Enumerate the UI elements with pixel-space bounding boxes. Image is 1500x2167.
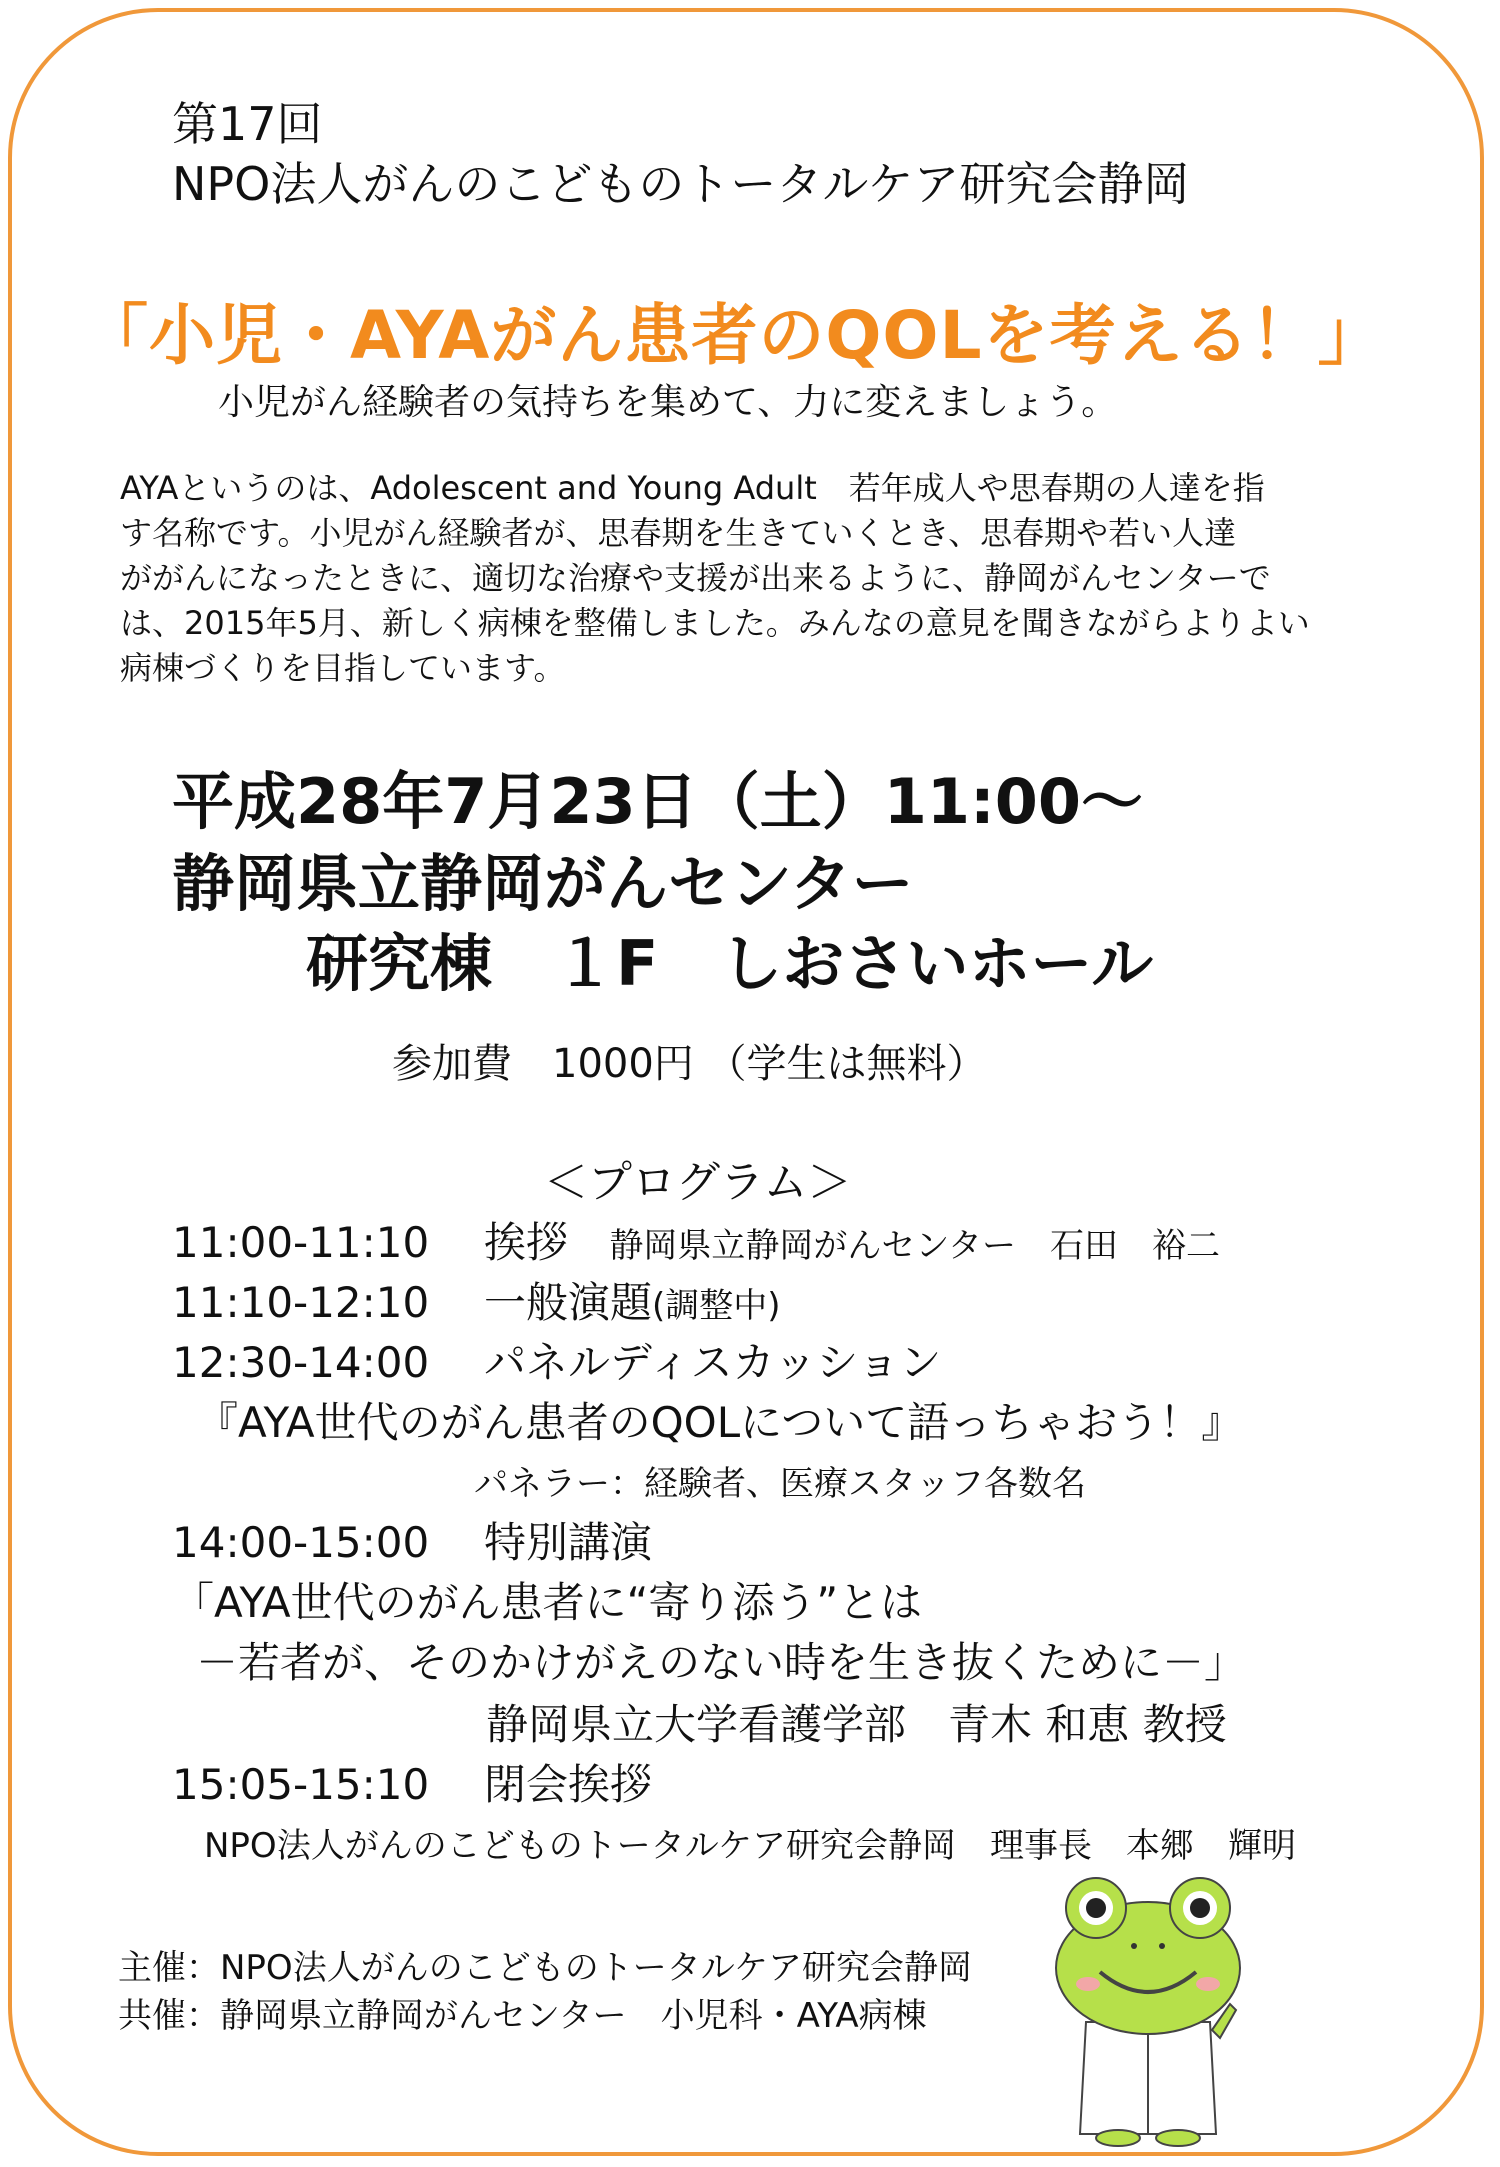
description-line: は、2015年5月、新しく病棟を整備しました。みんなの意見を聞きながらよりよい — [120, 604, 1310, 642]
program-note: (調整中) — [652, 1286, 781, 1326]
panel-note: パネラー：経験者、医療スタッフ各数名 — [474, 1464, 1086, 1504]
program-time: 14:00-15:00 — [172, 1518, 430, 1567]
program-title: 一般演題 — [484, 1278, 653, 1327]
panel-discussion-title: 『AYA世代のがん患者のQOLについて語っちゃおう！』 — [196, 1398, 1244, 1447]
description-line: 病棟づくりを目指しています。 — [120, 649, 566, 687]
event-title: 「小児・AYAがん患者のQOLを考える！」 — [82, 297, 1385, 374]
program-title: 閉会挨拶 — [484, 1760, 653, 1809]
participation-fee: 参加費 1000円 （学生は無料） — [392, 1041, 987, 1087]
program-title: パネルディスカッション — [484, 1338, 942, 1387]
lecture-title-line-2: －若者が、そのかけがえのない時を生き抜くために－」 — [196, 1638, 1247, 1687]
closing-speaker: NPO法人がんのこどものトータルケア研究会静岡 理事長 本郷 輝明 — [204, 1826, 1297, 1866]
program-heading: ＜プログラム＞ — [544, 1157, 852, 1208]
program-time: 11:10-12:10 — [172, 1278, 430, 1327]
program-item — [172, 1752, 652, 1812]
host-credit: 主催：NPO法人がんのこどものトータルケア研究会静岡 — [118, 1948, 973, 1988]
program-time: 15:05-15:10 — [172, 1760, 430, 1809]
footer-credits — [118, 1944, 972, 2040]
program-item — [172, 1510, 652, 1570]
event-room: 研究棟 １F しおさいホール — [306, 927, 1154, 1000]
frog-mascot-icon — [1048, 1872, 1248, 2150]
description-paragraph — [120, 466, 1310, 691]
event-subtitle: 小児がん経験者の気持ちを集めて、力に変えましょう。 — [218, 382, 1118, 423]
edition-label: 第17回 — [172, 97, 323, 151]
cohost-credit: 共催：静岡県立静岡がんセンター 小児科・AYA病棟 — [118, 1996, 927, 2036]
program-note: 静岡県立静岡がんセンター 石田 裕二 — [609, 1226, 1221, 1266]
lecturer: 静岡県立大学看護学部 青木 和恵 教授 — [486, 1700, 1227, 1749]
program-item — [172, 1210, 1220, 1270]
lecture-title-line-1: 「AYA世代のがん患者に“寄り添う”とは — [172, 1578, 923, 1627]
program-time: 11:00-11:10 — [172, 1218, 430, 1267]
program-item — [172, 1330, 941, 1390]
program-item — [172, 1270, 781, 1330]
description-line: ががんになったときに、適切な治療や支援が出来るように、静岡がんセンターで — [120, 559, 1271, 597]
event-venue: 静岡県立静岡がんセンター — [172, 847, 914, 920]
program-title: 特別講演 — [484, 1518, 653, 1567]
event-date: 平成28年7月23日（土）11:00～ — [172, 765, 1144, 838]
organizer-heading: NPO法人がんのこどものトータルケア研究会静岡 — [172, 157, 1190, 211]
description-line: す名称です。小児がん経験者が、思春期を生きていくとき、思春期や若い人達 — [120, 514, 1237, 552]
program-title: 挨拶 — [484, 1218, 569, 1267]
description-line: AYAというのは、Adolescent and Young Adult 若年成人や思春期の人達を指 — [120, 469, 1265, 507]
program-time: 12:30-14:00 — [172, 1338, 430, 1387]
